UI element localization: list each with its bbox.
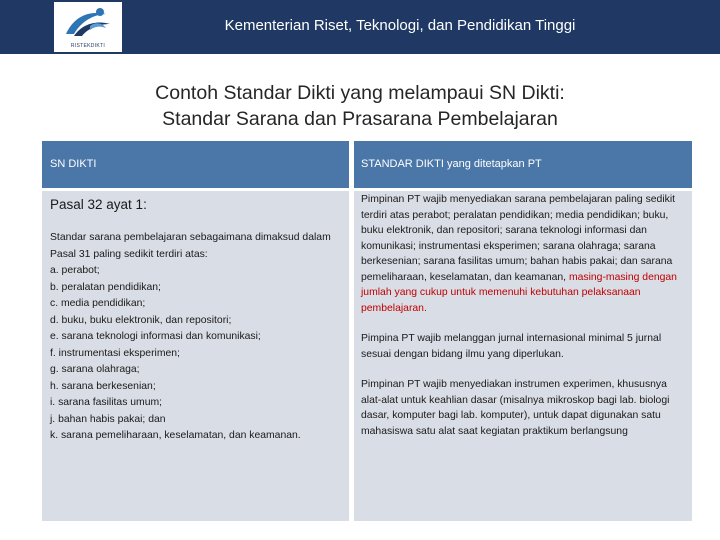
top-banner: [0, 0, 720, 54]
logo-wordmark: RISTEKDIKTI: [70, 43, 106, 49]
ristekdikti-logo: [54, 2, 122, 52]
requirement-highlight: masing-masing dengan jumlah yang cukup untuk memenuhi kebutuhan pelaksanaan pembelajaran.: [361, 271, 677, 314]
requirement-instruments: Pimpinan PT wajib menyediakan instrumen experimen, khususnya alat-alat untuk keahlian dasar (misalnya mikroskop bagi lab. biologi dasar, komputer bagi lab. komputer), untuk dapat digunakan satu mahasiswa satu alat saat kegiatan praktikum berlangsung: [361, 379, 670, 437]
requirement-facilities: [361, 192, 682, 316]
ministry-title: Kementerian Riset, Teknologi, dan Pendidikan Tinggi: [224, 17, 576, 34]
slide-title-line-1: Contoh Standar Dikti yang melampaui SN Dikti:: [155, 82, 565, 104]
requirement-journals: Pimpina PT wajib melanggan jurnal internasional minimal 5 jurnal sesuai dengan bidang ilmu yang diperlukan.: [361, 333, 662, 360]
list-item: b. peralatan pendidikan;: [50, 281, 161, 293]
list-item: a. perabot;: [50, 265, 100, 276]
header-standar-dikti-pt: STANDAR DIKTI yang ditetapkan PT: [354, 141, 692, 188]
logo-emblem-icon: [60, 4, 116, 42]
slide-title: [60, 80, 660, 133]
standar-pt-cell: [354, 191, 692, 521]
list-item: f. instrumentasi eksperimen;: [50, 347, 180, 359]
slide-title-line-2: Standar Sarana dan Prasarana Pembelajaran: [162, 108, 558, 131]
list-item: c. media pendidikan;: [50, 298, 146, 309]
header-sn-dikti: SN DIKTI: [42, 141, 349, 188]
requirement-facilities-text: Pimpinan PT wajib menyediakan sarana pembelajaran paling sedikit terdiri atas perabot; peralatan pendidikan; media pendidikan; buku, buku elektronik, dan repositori; sarana teknologi informasi dan komunikasi; instrumentasi eksperimen; sarana olahraga; sarana berkesenian; sarana fasilitas umum; bahan habis pakai; dan sarana pemeliharaan, keselamatan, dan keamanan,: [361, 194, 676, 283]
list-item: j. bahan habis pakai; dan: [50, 413, 166, 425]
standard-intro: Standar sarana pembelajaran sebagaimana dimaksud dalam Pasal 31 paling sedikit terdiri atas:: [50, 232, 331, 260]
pasal-reference: Pasal 32 ayat 1:: [50, 197, 147, 212]
list-item: k. sarana pemeliharaan, keselamatan, dan keamanan.: [50, 430, 301, 441]
list-item: i. sarana fasilitas umum;: [50, 397, 163, 408]
list-item: d. buku, buku elektronik, dan repositori;: [50, 314, 232, 326]
list-item: h. sarana berkesenian;: [50, 380, 156, 392]
list-item: e. sarana teknologi informasi dan komunikasi;: [50, 331, 261, 342]
list-item: g. sarana olahraga;: [50, 364, 140, 375]
sn-dikti-cell: [42, 191, 349, 521]
